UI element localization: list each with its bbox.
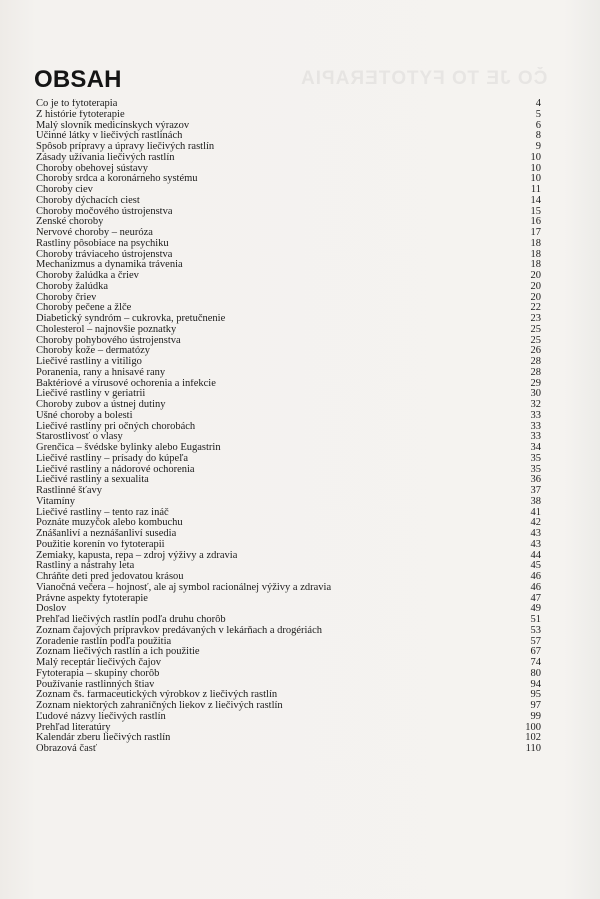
- toc-entry: [36, 647, 541, 658]
- toc-entry: [36, 733, 541, 744]
- toc-entry-page: 53: [530, 624, 541, 636]
- toc-entry-title: Ušné choroby a bolesti: [36, 410, 133, 421]
- toc-entry-page: 4: [535, 98, 541, 109]
- toc-entry-title: Rastlinné šťavy: [36, 486, 103, 496]
- toc-entry: [36, 282, 541, 293]
- toc-entry-page: 74: [530, 657, 541, 668]
- toc-entry-page: 28: [530, 356, 541, 367]
- toc-entry: [36, 411, 541, 422]
- toc-entry: [36, 153, 541, 164]
- toc-entry: [36, 357, 541, 368]
- toc-entry-page: 10: [530, 162, 541, 174]
- toc-entry-title: Zoznam niektorých zahraničných liekov z liečivých rastlín: [36, 701, 283, 711]
- toc-entry-title: Poranenia, rany a hnisavé rany: [36, 367, 166, 378]
- toc-entry: [36, 389, 541, 400]
- toc-entry-title: Zemiaky, kapusta, repa – zdroj výživy a zdravia: [36, 550, 238, 561]
- toc-entry-title: Choroby močového ústrojenstva: [36, 206, 173, 217]
- toc-entry-title: Zoznam liečivých rastlín a ich použitie: [36, 647, 200, 658]
- toc-entry-title: Choroby žalúdka: [36, 281, 109, 292]
- toc-entry-title: Z histórie fytoterapie: [36, 109, 125, 120]
- toc-entry: [36, 260, 541, 271]
- toc-entry: [36, 336, 541, 347]
- toc-entry-page: 97: [530, 700, 541, 711]
- toc-entry-page: 43: [530, 528, 541, 539]
- toc-entry-title: Choroby ciev: [36, 185, 93, 195]
- toc-entry: [36, 701, 541, 712]
- toc-entry-page: 18: [530, 237, 541, 249]
- toc-entry-title: Zoznam čs. farmaceutických výrobkov z liečivých rastlín: [36, 690, 278, 701]
- toc-entry-title: Liečivé rastliny – prísady do kúpeľa: [36, 453, 189, 464]
- toc-entry-title: Diabetický syndróm – cukrovka, pretučnenie: [36, 314, 226, 324]
- toc-entry-title: Vianočná večera – hojnosť, ale aj symbol racionálnej výživy a zdravia: [36, 582, 332, 593]
- toc-entry-page: 47: [530, 592, 541, 604]
- toc-entry: [36, 594, 541, 605]
- toc-entry: [36, 185, 541, 196]
- toc-entry-page: 9: [535, 141, 541, 152]
- toc-entry: [36, 604, 541, 615]
- toc-entry-title: Baktériové a vírusové ochorenia a infekcie: [36, 378, 216, 389]
- toc-entry-page: 11: [530, 184, 541, 195]
- toc-entry: [36, 540, 541, 551]
- toc-entry-page: 6: [535, 119, 541, 131]
- toc-entry: [36, 551, 541, 562]
- toc-entry-page: 42: [530, 517, 541, 529]
- toc-entry-title: Ženské choroby: [36, 217, 104, 228]
- toc-entry-page: 28: [530, 366, 541, 378]
- toc-entry-title: Malý slovník medicínskych výrazov: [36, 120, 190, 131]
- toc-entry: [36, 583, 541, 594]
- toc-entry: [36, 346, 541, 357]
- toc-entry: [36, 228, 541, 239]
- toc-entry-page: 32: [530, 399, 541, 410]
- toc-entry: [36, 217, 541, 228]
- toc-entry-page: 26: [530, 345, 541, 357]
- toc-entry-page: 20: [530, 270, 541, 281]
- toc-entry-title: Choroby dýchacích ciest: [36, 195, 140, 206]
- toc-entry: [36, 497, 541, 508]
- toc-entry-page: 95: [530, 689, 541, 701]
- toc-entry: [36, 196, 541, 207]
- toc-entry-page: 94: [530, 678, 541, 690]
- toc-entry-page: 35: [530, 452, 541, 464]
- toc-entry-page: 23: [530, 313, 541, 324]
- toc-entry-title: Liečivé rastliny a vitiligo: [36, 357, 142, 367]
- toc-entry-title: Choroby čriev: [36, 292, 97, 303]
- toc-entry: [36, 142, 541, 153]
- toc-entry-page: 17: [530, 227, 541, 238]
- toc-entry-title: Fytoterapia – skupiny chorôb: [36, 668, 160, 679]
- toc-entry-title: Čo je to fytoterapia: [36, 99, 118, 109]
- toc-entry-title: Choroby srdca a koronárneho systému: [36, 174, 198, 185]
- toc-entry: [36, 626, 541, 637]
- toc-entry: [36, 250, 541, 261]
- toc-entry: [36, 207, 541, 218]
- toc-entry: [36, 465, 541, 476]
- toc-entry-title: Ľudové názvy liečivých rastlín: [36, 711, 166, 722]
- toc-entry-page: 30: [530, 388, 541, 400]
- toc-entry: [36, 669, 541, 680]
- toc-entry-title: Nervové choroby – neuróza: [36, 228, 153, 238]
- toc-entry-page: 35: [530, 463, 541, 475]
- toc-entry: [36, 293, 541, 304]
- toc-entry-title: Choroby kože – dermatózy: [36, 346, 151, 357]
- toc-entry-title: Chráňte deti pred jedovatou krásou: [36, 572, 184, 582]
- toc-entry-page: 100: [525, 721, 541, 733]
- toc-entry: [36, 615, 541, 626]
- toc-entry-page: 10: [530, 151, 541, 163]
- toc-entry: [36, 121, 541, 132]
- toc-entry-page: 18: [530, 248, 541, 260]
- toc-entry: [36, 422, 541, 433]
- toc-entry: [36, 712, 541, 723]
- toc-entry: [36, 432, 541, 443]
- toc-entry: [36, 637, 541, 648]
- toc-entry: [36, 379, 541, 390]
- toc-entry-title: Kalendár zberu liečivých rastlín: [36, 733, 171, 744]
- toc-entry: [36, 690, 541, 701]
- toc-entry-page: 45: [530, 560, 541, 572]
- toc-entry-page: 37: [530, 485, 541, 496]
- toc-entry: [36, 99, 541, 110]
- toc-entry-title: Použitie korenín vo fytoterapii: [36, 539, 165, 550]
- toc-entry-title: Malý receptár liečivých čajov: [36, 658, 162, 668]
- toc-entry-page: 15: [530, 205, 541, 217]
- toc-entry-page: 46: [530, 571, 541, 582]
- toc-entry-page: 18: [530, 259, 541, 271]
- toc-entry-page: 20: [530, 291, 541, 303]
- toc-entry-page: 22: [530, 302, 541, 314]
- toc-entry-page: 33: [530, 409, 541, 421]
- toc-entry-title: Zoradenie rastlín podľa použitia: [36, 636, 172, 647]
- toc-entry-title: Choroby tráviaceho ústrojenstva: [36, 249, 173, 260]
- toc-entry: [36, 508, 541, 519]
- toc-entry-page: 110: [525, 743, 541, 754]
- toc-entry-title: Rastliny pôsobiace na psychiku: [36, 238, 169, 249]
- toc-entry-page: 25: [530, 334, 541, 346]
- toc-entry: [36, 658, 541, 669]
- toc-entry: [36, 486, 541, 497]
- toc-entry: [36, 325, 541, 336]
- toc-entry: [36, 110, 541, 121]
- toc-entry: [36, 680, 541, 691]
- toc-entry-page: 57: [530, 635, 541, 647]
- toc-entry-page: 14: [530, 194, 541, 206]
- page-title: OBSAH: [34, 66, 122, 93]
- toc-entry-title: Choroby obehovej sústavy: [36, 163, 148, 174]
- toc-entry-title: Cholesterol – najnovšie poznatky: [36, 324, 177, 335]
- toc-entry-page: 43: [530, 538, 541, 550]
- toc-entry: [36, 443, 541, 454]
- toc-entry-page: 80: [530, 667, 541, 679]
- toc-entry: [36, 164, 541, 175]
- toc-entry-title: Doslov: [36, 604, 67, 615]
- toc-entry: [36, 400, 541, 411]
- toc-entry: [36, 723, 541, 734]
- toc-entry-page: 5: [535, 108, 541, 120]
- toc-entry-title: Poznáte muzyčok alebo kombuchu: [36, 518, 183, 529]
- toc-entry-page: 33: [530, 420, 541, 432]
- toc-entry-page: 8: [535, 130, 541, 142]
- toc-entry-title: Choroby pečene a žlče: [36, 303, 132, 314]
- toc-entry-page: 46: [530, 581, 541, 593]
- toc-entry-page: 67: [530, 646, 541, 658]
- toc-entry-title: Choroby pohybového ústrojenstva: [36, 335, 181, 346]
- toc-entry-page: 49: [530, 603, 541, 615]
- toc-entry-title: Prehľad literatúry: [36, 722, 111, 733]
- toc-entry-title: Liečivé rastliny v geriatrii: [36, 389, 146, 400]
- toc-entry-title: Používanie rastlinných štiav: [36, 679, 155, 690]
- toc-entry-title: Rastliny a nástrahy leta: [36, 561, 135, 572]
- toc-entry: [36, 314, 541, 325]
- toc-entry: [36, 518, 541, 529]
- toc-entry-title: Liečivé rastliny – tento raz ináč: [36, 507, 169, 518]
- bleed-through-heading: ČO JE TO FYTOTERAPIA: [300, 68, 548, 89]
- toc-entry-title: Obrazová časť: [36, 744, 98, 754]
- toc-entry-title: Znášanliví a neznášanliví susedia: [36, 529, 177, 539]
- toc-entry-title: Účinné látky v liečivých rastlinách: [36, 131, 183, 142]
- toc-entry-title: Prehľad liečivých rastlín podľa druhu chorôb: [36, 615, 226, 625]
- toc-entry-page: 16: [530, 216, 541, 228]
- toc-entry-title: Mechanizmus a dynamika trávenia: [36, 260, 183, 271]
- toc-entry-page: 44: [530, 549, 541, 561]
- toc-entry: [36, 131, 541, 142]
- toc-entry-page: 10: [530, 173, 541, 185]
- toc-entry-page: 51: [530, 614, 541, 625]
- toc-entry-page: 29: [530, 377, 541, 389]
- toc-entry: [36, 303, 541, 314]
- toc-entry: [36, 271, 541, 282]
- toc-entry-page: 41: [530, 506, 541, 518]
- toc-entry-title: Grenčica – švédske bylinky alebo Eugastrin: [36, 443, 221, 453]
- toc-entry: [36, 454, 541, 465]
- toc-entry: [36, 529, 541, 540]
- toc-entry-title: Liečivé rastliny a sexualita: [36, 475, 149, 486]
- toc-entry-title: Zásady užívania liečivých rastlín: [36, 152, 175, 163]
- toc-entry-page: 99: [530, 710, 541, 722]
- toc-entry: [36, 561, 541, 572]
- toc-entry-title: Liečivé rastliny pri očných chorobách: [36, 421, 196, 432]
- toc-entry-page: 25: [530, 323, 541, 335]
- toc-entry: [36, 475, 541, 486]
- toc-entry: [36, 174, 541, 185]
- toc-entry-title: Zoznam čajových prípravkov predávaných v lekárňach a drogériách: [36, 625, 322, 636]
- toc-entry-page: 33: [530, 431, 541, 443]
- toc-entry: [36, 368, 541, 379]
- toc-entry-page: 36: [530, 474, 541, 486]
- toc-entry-page: 38: [530, 495, 541, 507]
- toc-entry-title: Vitamíny: [36, 496, 76, 507]
- toc-entry-title: Starostlivosť o vlasy: [36, 432, 123, 443]
- toc-entry-title: Liečivé rastliny a nádorové ochorenia: [36, 464, 195, 475]
- toc-entry-page: 34: [530, 442, 541, 453]
- toc-entry-title: Spôsob prípravy a úpravy liečivých rastlín: [36, 142, 215, 152]
- table-of-contents: [36, 99, 541, 755]
- toc-entry-title: Právne aspekty fytoterapie: [36, 593, 148, 604]
- toc-entry: [36, 572, 541, 583]
- toc-entry-page: 102: [525, 732, 541, 744]
- toc-entry-page: 20: [530, 280, 541, 292]
- toc-entry: [36, 744, 541, 755]
- toc-entry-title: Choroby žalúdka a čriev: [36, 271, 139, 281]
- toc-entry-title: Choroby zubov a ústnej dutiny: [36, 400, 166, 410]
- toc-entry: [36, 239, 541, 250]
